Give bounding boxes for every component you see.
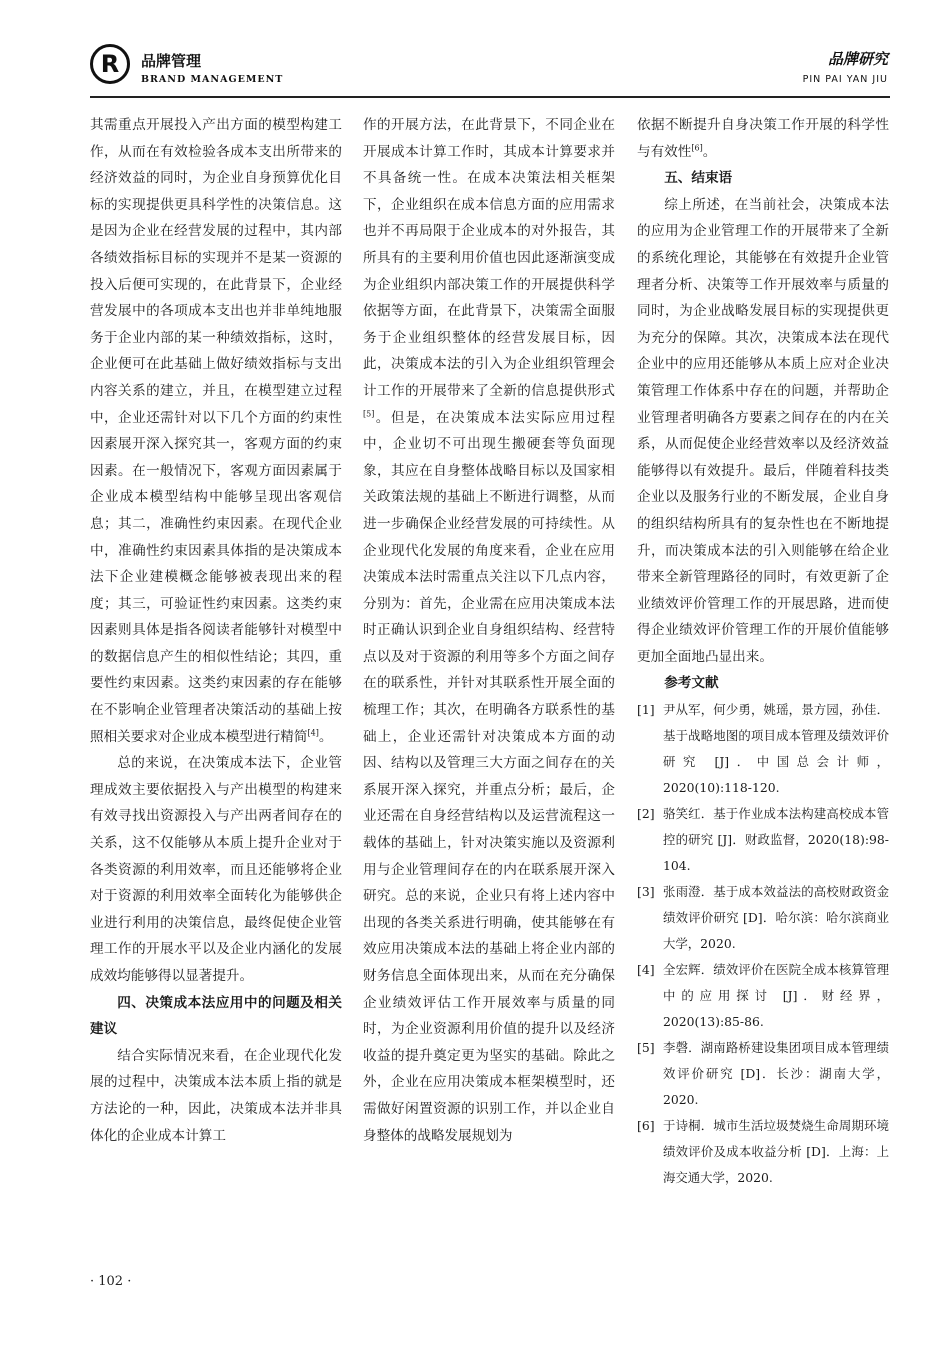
paragraph: 综上所述，在当前社会，决策成本法的应用为企业管理工作的开展带来了全新的系统化理论，其能够在有效提升企业管理者分析、决策等工作开展效率与质量的同时，为企业战略发展目标的实现提供更为充分的保障。其次，决策成本法在现代企业中的应用还能够从本质上应对企业决策管理工作体系中存在的问题，并帮助企业管理者明确各方要素之间存在的内在关系，从而促使企业经营效率以及经济效益能够得以有效提升。最后，伴随着科技类企业以及服务行业的不断发展，企业自身的组织结构所具有的复杂性也在不断地提升，而决策成本法的引入则能够在给企业带来全新管理路径的同时，有效更新了企业绩效评价管理工作的开展思路，进而使得企业绩效评价管理工作的开展价值能够更加全面地凸显出来。 (637, 196, 889, 665)
journal-title-cn: 品牌研究 (827, 50, 888, 68)
column-1 (90, 112, 342, 1149)
page-header (0, 0, 950, 100)
paragraph-text: 其需重点开展投入产出方面的模型构建工作，从而在有效检验各成本支出所带来的经济效益的同时，为企业自身预算优化目标的实现提供更具科学性的决策信息。这是因为企业在经营发展的过程中，其内部各绩效指标目标的实现并不是某一资源的投入后便可实现的，在此背景下，企业经营发展中的各项成本支出也并非单纯地服务于企业内部的某一种绩效指标，这时，企业便可在此基础上做好绩效指标与支出内容关系的建立，并且，在模型建立过程中，企业还需针对以下几个方面的约束性因素展开深入探究其一，客观方面的约束因素。在一般情况下，客观方面因素属于企业成本模型结构中能够呈现出客观信息；其二，准确性约束因素。在现代企业中，准确性约束因素具体指的是决策成本法下企业建模概念能够被表现出来的程度；其三，可验证性约束因素。这类约束因素则具体是指各阅读者能够针对模型中的数据信息产生的相似性结论；其四，重要性约束因素。这类约束因素的存在能够在不影响企业管理者决策活动的基础上按照相关要求对企业成本模型进行精简 (90, 117, 342, 745)
references-heading: 参考文献 (664, 675, 719, 692)
paragraph-text: 依据不断提升自身决策工作开展的科学性与有效性 (637, 117, 889, 160)
journal-title-en: PIN PAI YAN JIU (802, 74, 888, 85)
column-3 (637, 112, 889, 1191)
reference-number: [5] (637, 1040, 655, 1056)
section-title-en: BRAND MANAGEMENT (141, 74, 284, 85)
reference-text: 骆笑红．基于作业成本法构建高校成本管控的研究 [J]．财政监督，2020(18):98-104. (663, 806, 889, 874)
reference-item (637, 1113, 889, 1191)
reference-item (637, 879, 889, 957)
reference-item (637, 801, 889, 879)
paragraph-text: 作的开展方法，在此背景下，不同企业在开展成本计算工作时，其成本计算要求并不具备统一性。在成本决策法相关框架下，企业组织在成本信息方面的应用需求也并不再局限于企业成本的对外报告，其所具有的主要利用价值也因此逐渐演变成为企业组织内部决策工作的开展提供科学依据等方面，在此背景下，决策需全面服务于企业组织整体的经营发展目标，因此，决策成本法的引入为企业组织管理会计工作的开展带来了全新的信息提供形式 (363, 117, 615, 399)
paragraph: 总的来说，在决策成本法下，企业管理成效主要依据投入与产出模型的构建来有效寻找出资源投入与产出两者间存在的关系，这不仅能够从本质上提升企业对于各类资源的利用效率，而且还能够将企业对于资源的利用效率全面转化为能够供企业进行利用的决策信息，最终促使企业管理工作的开展水平以及企业内涵化的发展成效均能够得以显著提升。 (90, 755, 342, 984)
reference-text: 张雨澄．基于成本效益法的高校财政资金绩效评价研究 [D]．哈尔滨：哈尔滨商业大学，2020. (663, 884, 889, 952)
header-divider (90, 96, 890, 98)
paragraph-text: 。 (702, 143, 717, 160)
citation: [6] (691, 143, 703, 153)
paragraph (90, 112, 342, 750)
reference-item (637, 957, 889, 1035)
section-heading: 五、结束语 (664, 170, 733, 187)
reference-item (637, 1035, 889, 1113)
paragraph: 结合实际情况来看，在企业现代化发展的过程中，决策成本法本质上指的就是方法论的一种，因此，决策成本法并非具体化的企业成本计算工 (90, 1047, 342, 1144)
reference-number: [1] (637, 702, 655, 718)
reference-item (637, 697, 889, 801)
references-list (637, 697, 889, 1191)
paragraph (637, 112, 889, 165)
reference-number: [6] (637, 1118, 655, 1134)
page-number: · 102 · (90, 1274, 132, 1289)
paragraph (363, 112, 615, 1149)
paragraph-text: 。但是，在决策成本法实际应用过程中，企业切不可出现生搬硬套等负面现象，其应在自身整体战略目标以及国家相关政策法规的基础上不断进行调整，从而进一步确保企业经营发展的可持续性。从企业现代化发展的角度来看，企业在应用决策成本法时需重点关注以下几点内容，分别为：首先，企业需在应用决策成本法时正确认识到企业自身组织结构、经营特点以及对于资源的利用等多个方面之间存在的联系性，并针对其联系性开展全面的梳理工作；其次，在明确各方联系性的基础上，企业还需针对决策成本方面的动因、结构以及管理三大方面之间存在的关系展开深入探究，并重点分析；最后，企业还需在自身经营结构以及运营流程这一载体的基础上，针对决策实施以及资源利用与企业管理间存在的内在联系展开深入研究。总的来说，企业只有将上述内容中出现的各类关系进行明确，使其能够在有效应用决策成本法的基础上将企业内部的财务信息全面体现出来，从而在充分确保企业绩效评估工作开展效率与质量的同时，为企业资源利用价值的提升以及经济收益的提升奠定更为坚实的基础。除此之外，企业在应用决策成本框架模型时，还需做好闲置资源的识别工作，并以企业自身整体的战略发展规划为 (363, 409, 615, 1144)
reference-text: 尹从军，何少勇，姚瑶，景方园，孙佳．基于战略地图的项目成本管理及绩效评价研究 [J]．中国总会计师，2020(10):118-120. (663, 702, 889, 796)
reference-text: 于诗桐．城市生活垃圾焚烧生命周期环境绩效评价及成本收益分析 [D]．上海：上海交通大学，2020. (663, 1118, 889, 1186)
citation: [5] (363, 409, 375, 418)
reference-text: 李磬．湖南路桥建设集团项目成本管理绩效评价研究 [D]．长沙：湖南大学，2020. (663, 1040, 889, 1108)
citation: [4] (307, 728, 319, 738)
reference-number: [4] (637, 962, 655, 978)
paragraph-text: 。 (318, 728, 333, 745)
section-title-cn: 品牌管理 (141, 52, 202, 70)
registered-logo-icon: R (90, 44, 130, 84)
reference-number: [3] (637, 884, 655, 900)
section-heading: 四、决策成本法应用中的问题及相关建议 (90, 994, 342, 1038)
reference-text: 全宏辉．绩效评价在医院全成本核算管理中的应用探讨 [J]．财经界，2020(13):85-86. (663, 962, 889, 1030)
reference-number: [2] (637, 806, 655, 822)
column-2 (363, 112, 615, 1149)
